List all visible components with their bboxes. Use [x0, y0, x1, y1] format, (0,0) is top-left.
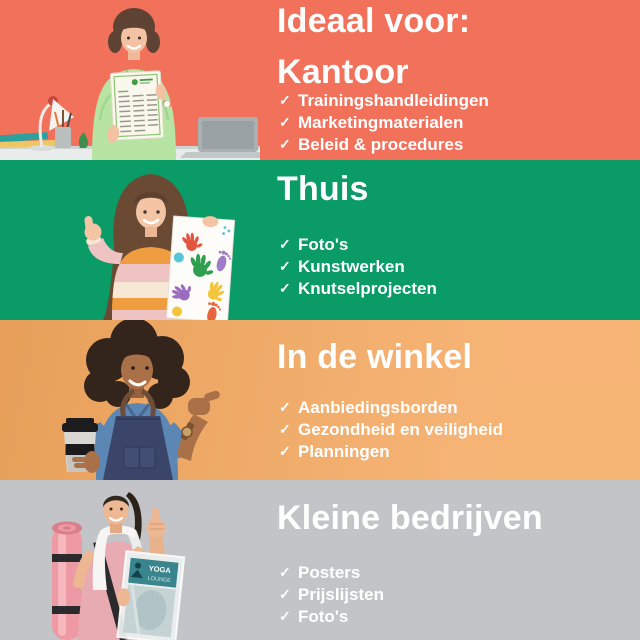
feature-list	[279, 234, 437, 300]
list-item	[279, 90, 489, 112]
check-icon: ✓	[279, 279, 291, 296]
list-item-label: Knutselprojecten	[298, 279, 437, 298]
check-icon: ✓	[279, 257, 291, 274]
section-title: In de winkel	[277, 338, 473, 376]
list-item-label: Posters	[298, 563, 361, 582]
check-icon: ✓	[279, 607, 291, 624]
feature-list	[279, 562, 384, 628]
list-item	[279, 256, 437, 278]
handprint-artwork-sheet	[166, 214, 235, 320]
list-item	[279, 278, 437, 300]
list-item	[279, 584, 384, 606]
text-column	[277, 160, 636, 320]
feature-list	[279, 397, 503, 463]
list-item	[279, 112, 489, 134]
list-item	[279, 134, 489, 156]
page-heading: Ideaal voor:	[277, 2, 471, 40]
section-kleine-bedrijven	[0, 480, 640, 640]
list-item	[279, 606, 384, 628]
section-kantoor	[0, 0, 640, 160]
plant	[79, 132, 88, 148]
list-item	[279, 397, 503, 419]
list-item	[279, 562, 384, 584]
list-item	[279, 441, 503, 463]
check-icon: ✓	[279, 91, 291, 108]
photo-yoga-woman	[0, 480, 260, 640]
text-column	[277, 480, 636, 640]
list-item-label: Kunstwerken	[298, 257, 405, 276]
poster-title-line1: YOGA	[148, 563, 172, 576]
list-item-label: Trainingshandleidingen	[298, 91, 489, 110]
section-title: Thuis	[277, 170, 369, 208]
section-thuis	[0, 160, 640, 320]
barista-woman	[62, 320, 221, 480]
photo-barista	[0, 320, 260, 480]
text-column	[277, 320, 636, 480]
section-in-de-winkel	[0, 320, 640, 480]
list-item-label: Prijslijsten	[298, 585, 384, 604]
list-item	[279, 234, 437, 256]
photo-girl-artwork	[0, 160, 260, 320]
check-icon: ✓	[279, 235, 291, 252]
check-icon: ✓	[279, 398, 291, 415]
section-title: Kantoor	[277, 53, 409, 91]
check-icon: ✓	[279, 135, 291, 152]
list-item-label: Gezondheid en veiligheid	[298, 420, 503, 439]
list-item-label: Planningen	[298, 442, 390, 461]
list-item	[279, 419, 503, 441]
poster-title-line2: LOUNGE	[147, 575, 172, 585]
check-icon: ✓	[279, 420, 291, 437]
check-icon: ✓	[279, 563, 291, 580]
photo-office-woman	[0, 0, 260, 160]
list-item-label: Beleid & procedures	[298, 135, 464, 154]
list-item-label: Aanbiedingsborden	[298, 398, 458, 417]
feature-list	[279, 90, 489, 156]
pointing-hand	[177, 390, 221, 461]
list-item-label: Foto's	[298, 607, 349, 626]
check-icon: ✓	[279, 585, 291, 602]
text-column	[277, 0, 636, 160]
list-item-label: Marketingmaterialen	[298, 113, 464, 132]
check-icon: ✓	[279, 113, 291, 130]
list-item-label: Foto's	[298, 235, 349, 254]
section-title: Kleine bedrijven	[277, 499, 543, 537]
check-icon: ✓	[279, 442, 291, 459]
